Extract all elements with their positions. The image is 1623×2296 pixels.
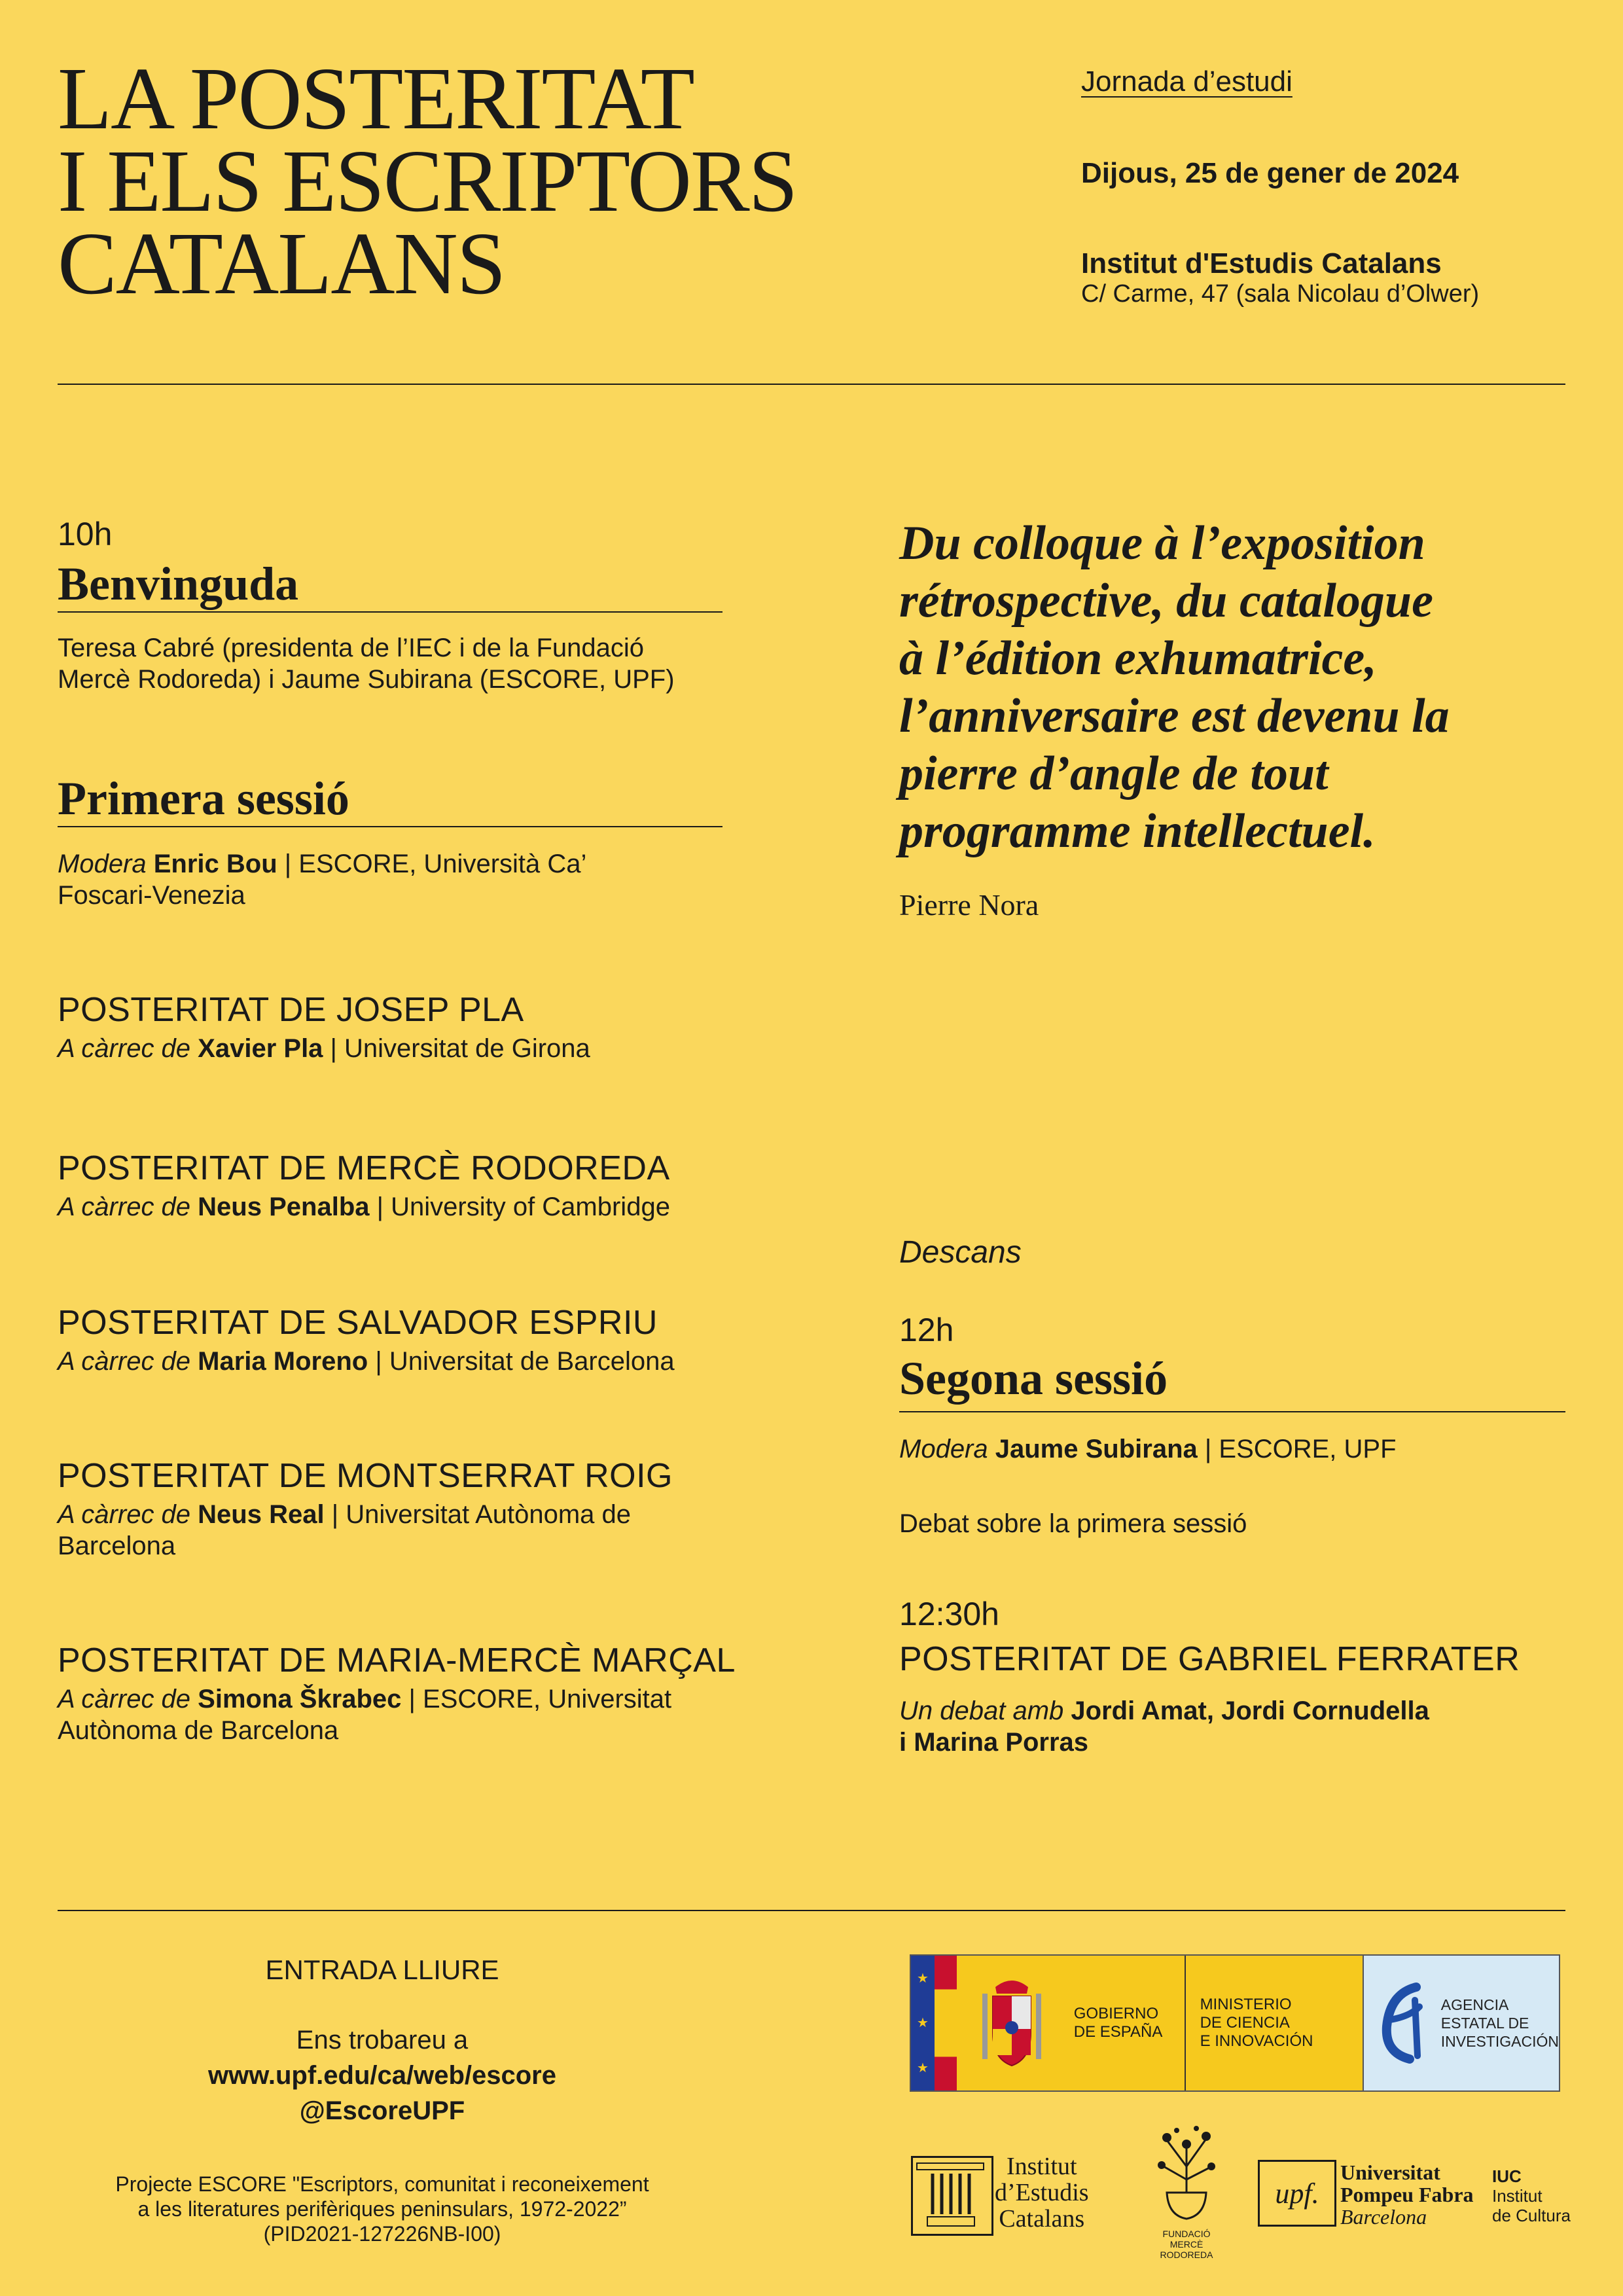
welcome-text: Teresa Cabré (presidenta de l’IEC i de la Fundació Mercè Rodoreda) i Jaume Subirana (ESCORE, UPF) bbox=[58, 634, 675, 694]
quote-author: Pierre Nora bbox=[899, 888, 1039, 922]
coat-of-arms-icon bbox=[957, 1956, 1067, 2090]
session2-rule bbox=[899, 1411, 1565, 1412]
header-divider bbox=[58, 384, 1565, 385]
event-type: Jornada d’estudi bbox=[1081, 65, 1293, 98]
talk-item: POSTERITAT DE MERCÈ RODOREDA A càrrec de Neus Penalba | University of Cambridge bbox=[58, 1148, 764, 1223]
session2-heading: Segona sessió bbox=[899, 1352, 1168, 1405]
welcome-heading: Benvinguda bbox=[58, 558, 299, 610]
talk-speaker: Maria Moreno bbox=[198, 1347, 368, 1376]
session1-moderator-name: Enric Bou bbox=[153, 850, 277, 878]
page-title bbox=[58, 50, 961, 313]
quote: Du colloque à l’exposition rétrospective, du catalogue à l’édition exhumatrice, l’anniversaire est devenu la pierre d’angle de tout programme intellectuel. bbox=[899, 516, 1450, 858]
talk-title: POSTERITAT DE MARIA-MERCÈ MARÇAL bbox=[58, 1641, 736, 1679]
talk-speaker: Xavier Pla bbox=[198, 1034, 323, 1063]
session2-time: 12h bbox=[899, 1312, 954, 1348]
talk-title: POSTERITAT DE MONTSERRAT ROIG bbox=[58, 1457, 673, 1495]
flag-icon: ★ ★ ★ bbox=[911, 1956, 957, 2090]
venue-address: C/ Carme, 47 (sala Nicolau d’Olwer) bbox=[1081, 280, 1480, 308]
debate-participants: Un debat amb Jordi Amat, Jordi Cornudella i Marina Porras bbox=[899, 1696, 1429, 1757]
session1-moderator: Modera Enric Bou | ESCORE, Università Ca’ Foscari-Venezia bbox=[58, 850, 587, 910]
aei-icon bbox=[1377, 1981, 1429, 2066]
welcome-time: 10h bbox=[58, 516, 113, 552]
talk-title: POSTERITAT DE SALVADOR ESPRIU bbox=[58, 1304, 658, 1342]
talk-item: POSTERITAT DE SALVADOR ESPRIU A càrrec de Maria Moreno | Universitat de Barcelona bbox=[58, 1302, 764, 1377]
talk-speaker: Neus Real bbox=[198, 1500, 325, 1529]
find-us: Ens trobareu a www.upf.edu/ca/web/escore @EscoreUPF bbox=[58, 2022, 707, 2128]
entry-label: ENTRADA LLIURE bbox=[265, 1954, 499, 1985]
ministry-text: MINISTERIO DE CIENCIA E INNOVACIÓN bbox=[1200, 1996, 1313, 2050]
title-line-3: CATALANS bbox=[58, 215, 505, 313]
social-handle[interactable]: @EscoreUPF bbox=[299, 2096, 465, 2125]
venue-name: Institut d'Estudis Catalans bbox=[1081, 247, 1442, 279]
talk-title: POSTERITAT DE MERCÈ RODOREDA bbox=[58, 1149, 670, 1187]
talk-speaker: Simona Škrabec bbox=[198, 1685, 402, 1713]
aei-logo: AGENCIA ESTATAL DE INVESTIGACIÓN bbox=[1363, 1956, 1559, 2090]
footer-divider bbox=[58, 1910, 1565, 1911]
debate-text: Debat sobre la primera sessió bbox=[899, 1509, 1247, 1538]
talk-item: POSTERITAT DE JOSEP PLA A càrrec de Xavier Pla | Universitat de Girona bbox=[58, 990, 764, 1064]
session1-heading: Primera sessió bbox=[58, 772, 349, 825]
talk-item: POSTERITAT DE MONTSERRAT ROIG A càrrec de Neus Real | Universitat Autònoma de Barcelona bbox=[58, 1456, 764, 1562]
break-label: Descans bbox=[899, 1235, 1022, 1270]
session2-moderator-name: Jaume Subirana bbox=[995, 1435, 1198, 1463]
talk-item: POSTERITAT DE MARIA-MERCÈ MARÇAL A càrrec de Simona Škrabec | ESCORE, Universitat Autònoma de Barcelona bbox=[58, 1640, 777, 1746]
welcome-rule bbox=[58, 611, 722, 613]
title-line-2: I ELS ESCRIPTORS bbox=[58, 132, 797, 230]
session2-moderator: Modera Jaume Subirana | ESCORE, UPF bbox=[899, 1435, 1397, 1463]
talk-time: 12:30h bbox=[899, 1596, 999, 1632]
talk-title: POSTERITAT DE GABRIEL FERRATER bbox=[899, 1640, 1520, 1678]
fmr-logo: FUNDACIÓ MERCÈ RODOREDA bbox=[1144, 2121, 1229, 2260]
talk-title: POSTERITAT DE JOSEP PLA bbox=[58, 991, 524, 1029]
iec-logo-text: Institut d’Estudis Catalans bbox=[995, 2153, 1089, 2233]
gov-text: GOBIERNO DE ESPAÑA bbox=[1067, 1956, 1186, 2090]
event-date: Dijous, 25 de gener de 2024 bbox=[1081, 157, 1459, 189]
talk-speaker: Neus Penalba bbox=[198, 1193, 370, 1221]
iec-seal-icon bbox=[911, 2156, 993, 2236]
upf-logo-text: Universitat Pompeu Fabra Barcelona bbox=[1340, 2161, 1474, 2229]
iuc-logo-text: IUC Institut de Cultura bbox=[1492, 2166, 1571, 2225]
website-link[interactable]: www.upf.edu/ca/web/escore bbox=[208, 2061, 556, 2090]
title-line-1: LA POSTERITAT bbox=[58, 50, 694, 148]
project-info: Projecte ESCORE "Escriptors, comunitat i reconeixement a les literatures perifèriques peninsulars, 1972-2022” (PID2021-127226NB-I00) bbox=[115, 2172, 649, 2246]
flower-vase-icon bbox=[1147, 2121, 1226, 2225]
upf-mark: upf. bbox=[1258, 2160, 1336, 2227]
government-logo bbox=[910, 1954, 1560, 2092]
session1-rule bbox=[58, 826, 722, 827]
